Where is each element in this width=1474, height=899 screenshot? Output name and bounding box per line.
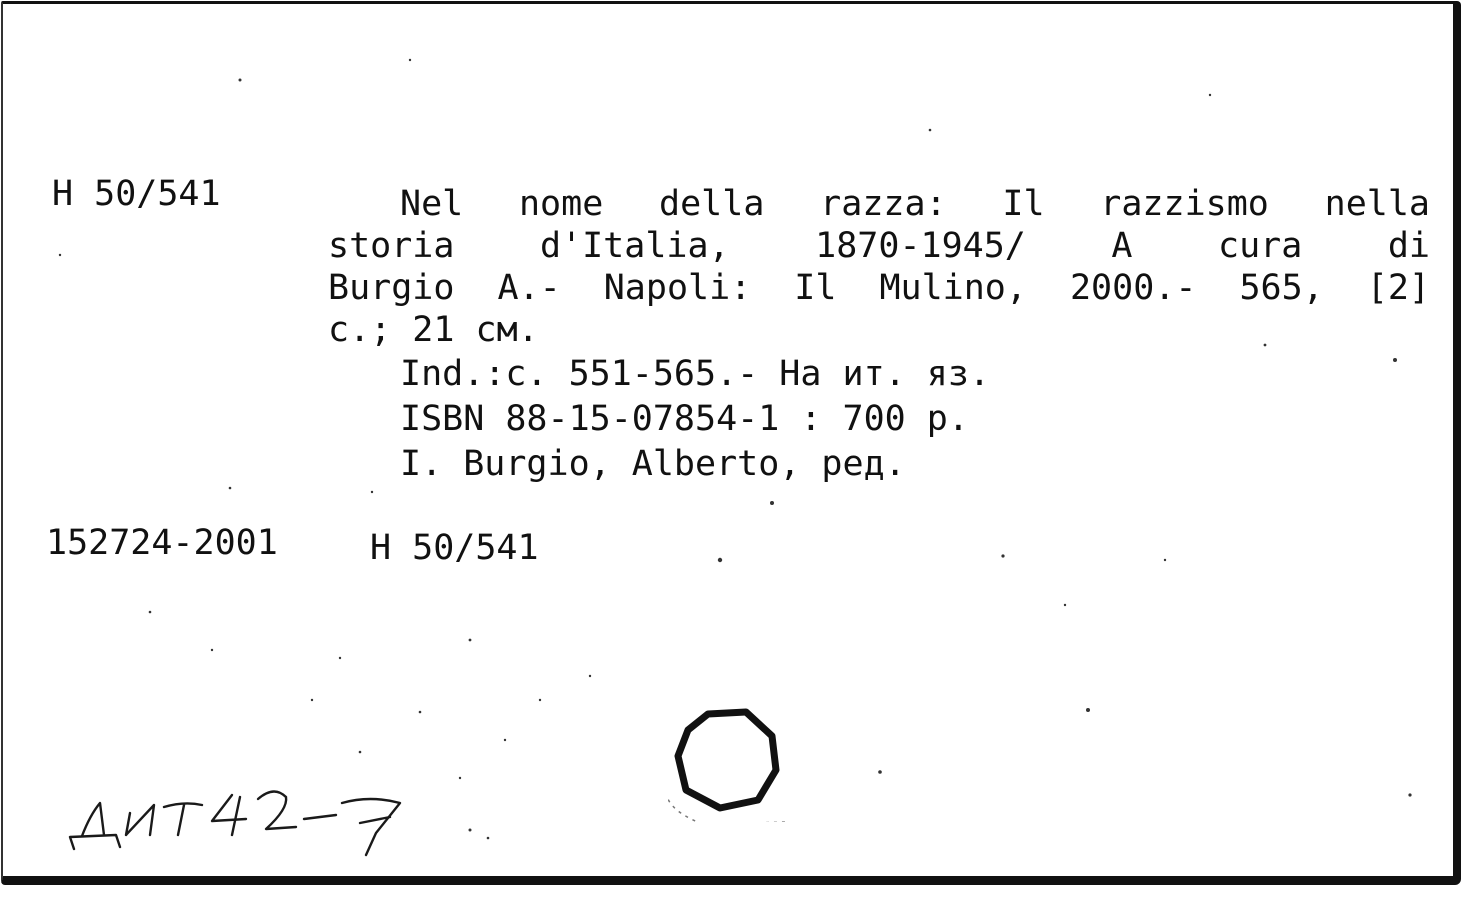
isbn-line: ISBN 88-15-07854-1 : 700 p. — [400, 399, 969, 439]
accession-number: 152724-2001 — [46, 523, 278, 563]
shelfmark: H 50/541 — [52, 174, 221, 214]
added-entry: I. Burgio, Alberto, ред. — [400, 444, 906, 484]
index-note: Ind.:c. 551-565.- На ит. яз. — [400, 354, 991, 394]
record-line-1: Nel nome della razza: Il razzismo nella — [400, 184, 1430, 224]
accession-shelfmark: H 50/541 — [370, 528, 539, 568]
punch-hole-icon — [668, 702, 788, 822]
handwritten-code — [60, 775, 430, 865]
record-line-3: Burgio A.- Napoli: Il Mulino, 2000.- 565, [2] — [328, 268, 1430, 308]
record-line-2: storia d'Italia, 1870-1945/ A cura di — [328, 226, 1430, 266]
record-line-4: с.; 21 см. — [328, 310, 539, 350]
